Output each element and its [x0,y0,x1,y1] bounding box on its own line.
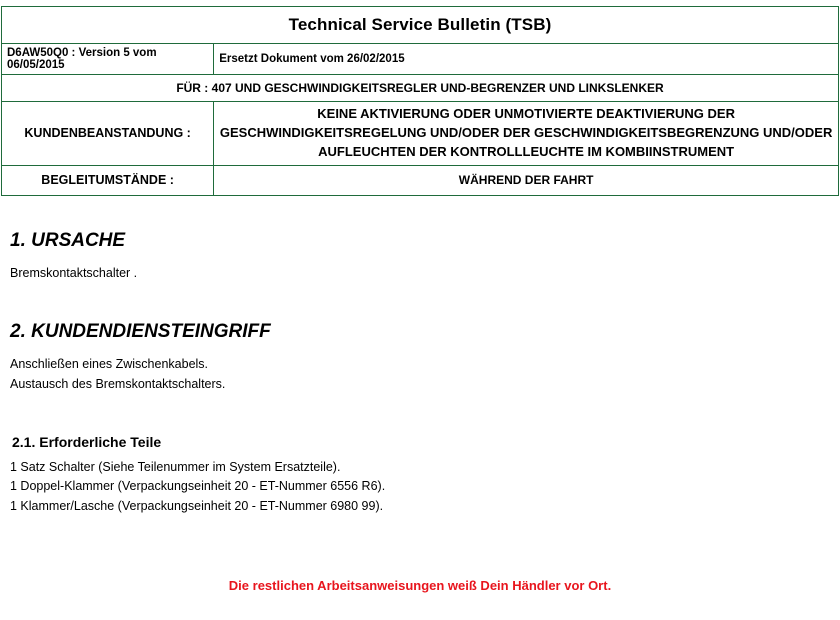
list-item: 1 Doppel-Klammer (Verpackungseinheit 20 - ET-Nummer 6556 R6). [10,479,386,494]
parts-list [10,458,840,516]
document-reference: D6AW50Q0 : Version 5 vom 06/05/2015 [2,44,214,75]
list-item: 1 Klammer/Lasche (Verpackungseinheit 20 - ET-Nummer 6980 99). [10,498,384,513]
section-heading-cause: 1. URSACHE [10,229,126,251]
scope-row [2,75,839,102]
circumstances-label: BEGLEITUMSTÄNDE : [2,165,214,195]
parts-heading: 2.1. Erforderliche Teile [12,434,162,451]
circumstances-value: WÄHREND DER FAHRT [214,165,839,195]
complaint-value: KEINE AKTIVIERUNG ODER UNMOTIVIERTE DEAKTIVIERUNG DER GESCHWINDIGKEITSREGELUNG UND/ODER DER GESCHWINDIGKEITSBEGRENZUNG UND/ODER AUFLEUCHTEN DER KONTROLLLEUCHTE IM KOMBIINSTRUMENT [214,102,839,166]
document-body [0,196,840,516]
complaint-row [2,102,839,166]
document-replaces: Ersetzt Dokument vom 26/02/2015 [214,44,839,75]
footer-note: Die restlichen Arbeitsanweisungen weiß Dein Händler vor Ort. [228,578,612,593]
title-row [2,7,839,44]
circumstances-row [2,165,839,195]
tsb-header-table [1,6,839,196]
section-service-paragraph-2: Austausch des Bremskontaktschalters. [10,376,226,391]
section-heading-service-action: 2. KUNDENDIENSTEINGRIFF [10,321,271,343]
section-cause-paragraph: Bremskontaktschalter . [10,265,138,280]
complaint-label: KUNDENBEANSTANDUNG : [2,102,214,166]
list-item: 1 Satz Schalter (Siehe Teilenummer im System Ersatzteile). [10,460,341,475]
document-scope: FÜR : 407 UND GESCHWINDIGKEITSREGLER UND-BEGRENZER UND LINKSLENKER [2,75,839,102]
meta-row [2,44,839,75]
tsb-document-page [0,6,840,620]
section-service-paragraph-1: Anschließen eines Zwischenkabels. [10,357,209,372]
document-title: Technical Service Bulletin (TSB) [2,7,839,44]
